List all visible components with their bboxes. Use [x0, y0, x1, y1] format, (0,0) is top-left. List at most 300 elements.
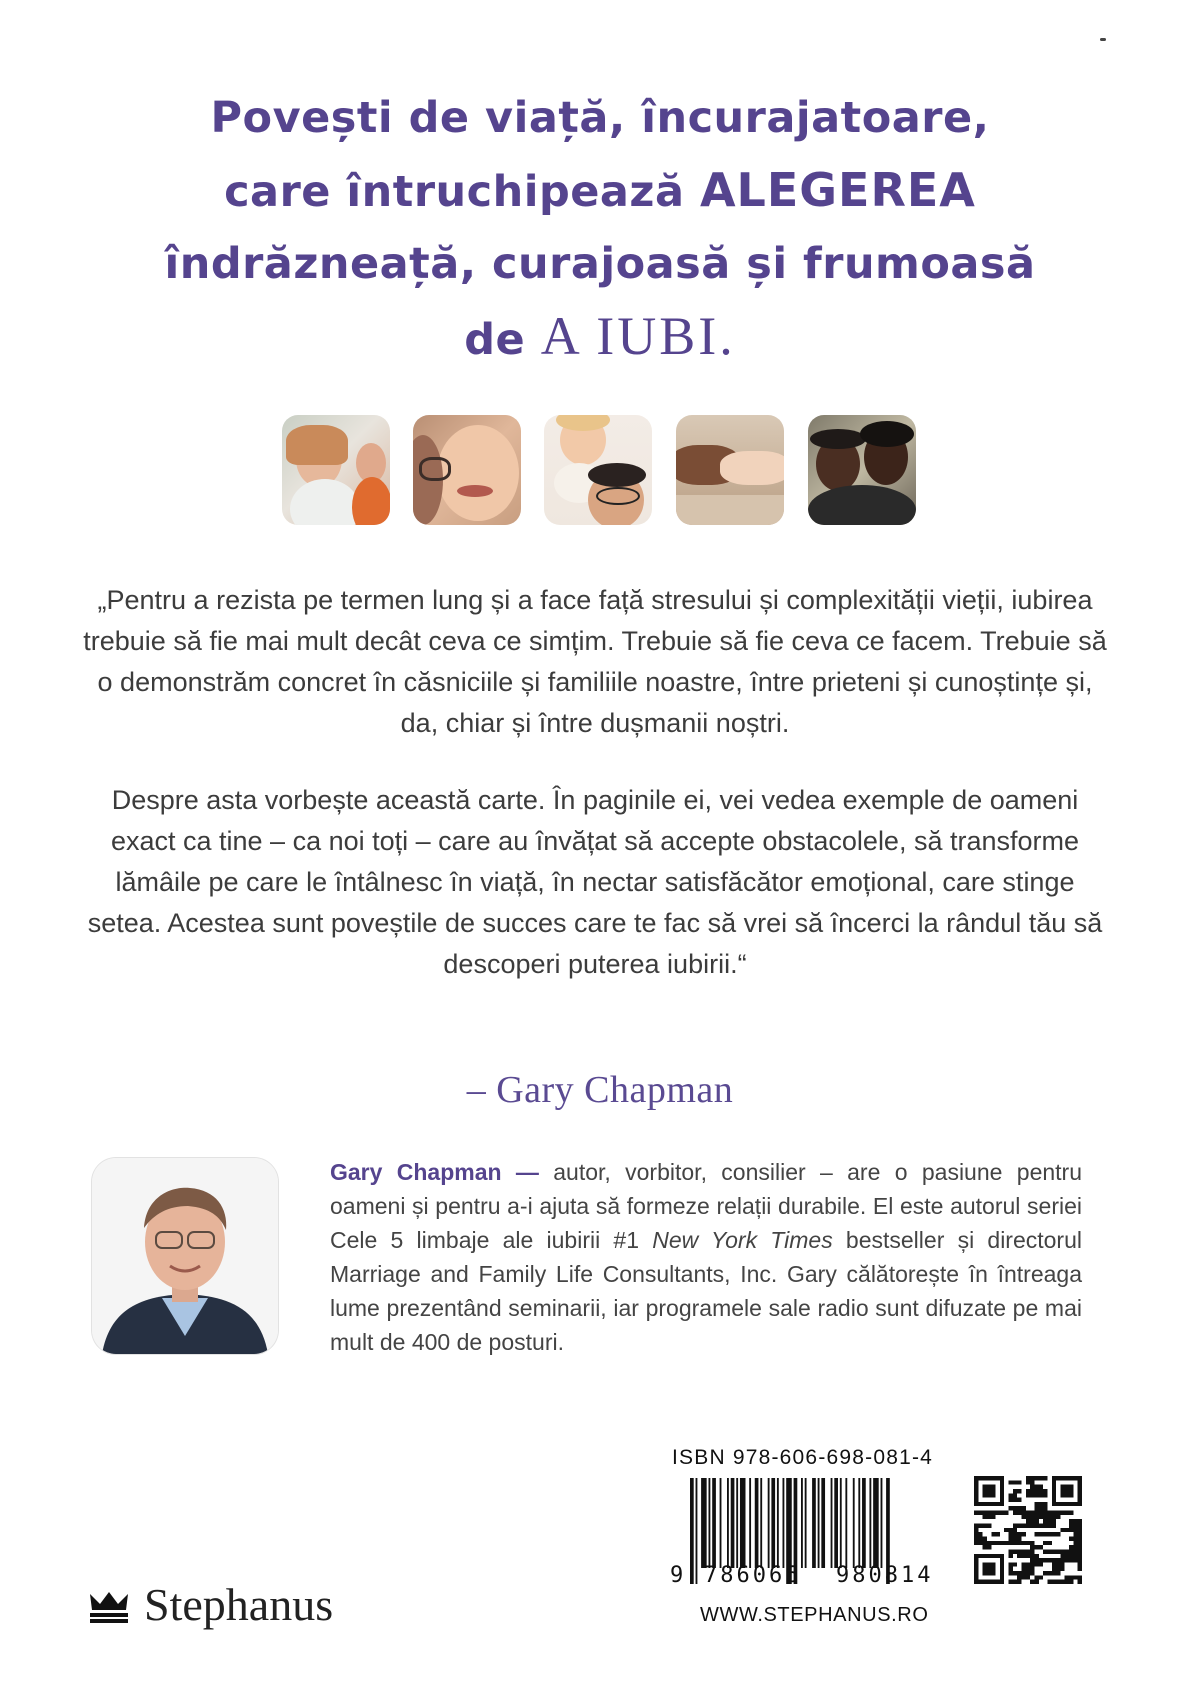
qr-module: [1030, 1554, 1034, 1558]
headline-line-2: care întruchipează ALEGEREA: [224, 163, 976, 217]
qr-module: [1043, 1515, 1047, 1519]
qr-module: [1056, 1549, 1060, 1553]
qr-module: [983, 1541, 987, 1545]
qr-module: [974, 1528, 978, 1532]
qr-module: [1017, 1575, 1021, 1579]
qr-module: [1013, 1493, 1017, 1497]
qr-module: [1043, 1524, 1047, 1528]
isbn-label: ISBN 978-606-698-081-4: [672, 1446, 934, 1469]
qr-module: [1069, 1549, 1073, 1553]
qr-module: [1009, 1532, 1013, 1536]
qr-module: [1030, 1580, 1034, 1584]
qr-module: [1060, 1554, 1064, 1558]
barcode-digits-left: 786066: [704, 1563, 802, 1588]
qr-module: [974, 1541, 978, 1545]
qr-module: [974, 1536, 978, 1540]
qr-module: [1073, 1545, 1077, 1549]
qr-module: [983, 1485, 996, 1498]
qr-module: [1009, 1571, 1013, 1575]
qr-module: [1078, 1528, 1082, 1532]
qr-module: [1030, 1515, 1034, 1519]
qr-module: [1030, 1562, 1034, 1566]
qr-module: [1030, 1567, 1034, 1571]
qr-module: [1034, 1506, 1038, 1510]
qr-module: [1017, 1524, 1021, 1528]
qr-module: [1034, 1545, 1038, 1549]
qr-module: [996, 1511, 1000, 1515]
barcode-bar: [727, 1478, 729, 1568]
qr-module: [1017, 1489, 1021, 1493]
qr-module: [1039, 1502, 1043, 1506]
barcode-digit-first: 9: [670, 1563, 687, 1588]
qr-module: [1069, 1519, 1073, 1523]
qr-module: [1034, 1580, 1038, 1584]
qr-module: [1034, 1511, 1038, 1515]
qr-module: [974, 1532, 978, 1536]
publisher-website: WWW.STEPHANUS.RO: [700, 1604, 929, 1626]
photo-friends-laughing: [282, 415, 390, 525]
qr-module: [1026, 1571, 1030, 1575]
qr-module: [1030, 1476, 1034, 1480]
barcode-bar: [749, 1478, 751, 1568]
qr-module: [1078, 1580, 1082, 1584]
qr-module: [1069, 1511, 1073, 1515]
qr-module: [1065, 1558, 1069, 1562]
photo-friends-embracing: [808, 415, 916, 525]
barcode-bar: [881, 1478, 883, 1568]
qr-module: [978, 1524, 982, 1528]
barcode-bar: [840, 1478, 842, 1568]
qr-module: [1013, 1541, 1017, 1545]
headline-emphasis: ALEGEREA: [699, 163, 976, 217]
qr-module: [1026, 1541, 1030, 1545]
author-portrait-illustration: [92, 1158, 278, 1354]
qr-module: [1073, 1519, 1077, 1523]
qr-module: [996, 1541, 1000, 1545]
headline-serif-phrase: A IUBI.: [540, 306, 736, 366]
qr-module: [1030, 1519, 1034, 1523]
qr-module: [1065, 1549, 1069, 1553]
qr-module: [1039, 1511, 1043, 1515]
qr-module: [1022, 1567, 1026, 1571]
qr-module: [1039, 1493, 1043, 1497]
qr-module: [1039, 1558, 1043, 1562]
qr-module: [1017, 1541, 1021, 1545]
qr-module: [1043, 1493, 1047, 1497]
qr-module: [1065, 1575, 1069, 1579]
barcode-bar: [858, 1478, 860, 1568]
qr-module: [1030, 1571, 1034, 1575]
qr-module: [1056, 1580, 1060, 1584]
qr-module: [1017, 1571, 1021, 1575]
qr-module: [983, 1515, 987, 1519]
qr-module: [1026, 1554, 1030, 1558]
qr-module: [1039, 1524, 1043, 1528]
qr-module: [1047, 1541, 1051, 1545]
qr-module: [1043, 1532, 1047, 1536]
qr-module: [1009, 1541, 1013, 1545]
qr-module: [1039, 1545, 1043, 1549]
qr-module: [1009, 1554, 1013, 1558]
qr-module: [1043, 1511, 1047, 1515]
qr-module: [1034, 1575, 1038, 1579]
qr-module: [1017, 1580, 1021, 1584]
qr-module: [1060, 1567, 1064, 1571]
qr-module: [1013, 1524, 1017, 1528]
qr-module: [1004, 1541, 1008, 1545]
qr-module: [1060, 1485, 1073, 1498]
author-name: Gary Chapman —: [330, 1159, 539, 1185]
qr-module: [1060, 1562, 1064, 1566]
qr-module: [1022, 1511, 1026, 1515]
qr-module: [1060, 1549, 1064, 1553]
qr-module: [1030, 1489, 1034, 1493]
qr-module: [1013, 1528, 1017, 1532]
barcode-bar: [690, 1478, 694, 1584]
qr-module: [1069, 1545, 1073, 1549]
qr-module: [1039, 1575, 1043, 1579]
qr-module: [1022, 1575, 1026, 1579]
qr-module: [1034, 1558, 1038, 1562]
qr-module: [1030, 1541, 1034, 1545]
qr-module: [1034, 1554, 1038, 1558]
qr-module: [1030, 1545, 1034, 1549]
qr-module: [1065, 1554, 1069, 1558]
qr-module: [1078, 1549, 1082, 1553]
qr-module: [1013, 1511, 1017, 1515]
qr-module: [1052, 1562, 1056, 1566]
qr-module: [1034, 1562, 1038, 1566]
qr-module: [1009, 1506, 1013, 1510]
qr-module: [1013, 1506, 1017, 1510]
barcode-bar: [801, 1478, 803, 1568]
qr-module: [1052, 1580, 1056, 1584]
publisher-name: Stephanus: [144, 1579, 334, 1630]
qr-module: [1022, 1524, 1026, 1528]
qr-module: [983, 1511, 987, 1515]
qr-module: [1065, 1580, 1069, 1584]
qr-module: [1013, 1549, 1017, 1553]
qr-module: [987, 1541, 991, 1545]
qr-module: [1056, 1562, 1060, 1566]
qr-module: [1073, 1554, 1077, 1558]
qr-module: [1078, 1558, 1082, 1562]
qr-module: [1052, 1567, 1056, 1571]
qr-module: [1043, 1558, 1047, 1562]
qr-module: [1052, 1549, 1056, 1553]
photo-child-and-father: [544, 415, 652, 525]
qr-module: [1034, 1532, 1038, 1536]
qr-module: [1004, 1528, 1008, 1532]
qr-module: [1060, 1528, 1064, 1532]
qr-module: [1026, 1549, 1030, 1553]
headline: [100, 82, 1100, 376]
qr-module: [1013, 1562, 1017, 1566]
qr-module: [1073, 1524, 1077, 1528]
qr-module: [1065, 1528, 1069, 1532]
qr-module: [1047, 1515, 1051, 1519]
barcode-bar: [812, 1478, 816, 1568]
qr-module: [1034, 1485, 1038, 1489]
barcode-bar: [834, 1478, 838, 1568]
qr-module: [1034, 1489, 1038, 1493]
qr-module: [1000, 1511, 1004, 1515]
qr-module: [1017, 1532, 1021, 1536]
barcode-bar: [831, 1478, 833, 1568]
qr-module: [1030, 1558, 1034, 1562]
qr-module: [1052, 1511, 1056, 1515]
qr-module: [983, 1524, 987, 1528]
qr-module: [1022, 1541, 1026, 1545]
qr-module: [1069, 1554, 1073, 1558]
qr-module: [1030, 1485, 1034, 1489]
qr-module: [1078, 1562, 1082, 1566]
qr-module: [1039, 1485, 1043, 1489]
qr-module: [996, 1532, 1000, 1536]
qr-module: [1073, 1536, 1077, 1540]
qr-module: [991, 1532, 995, 1536]
barcode-bar: [755, 1478, 759, 1568]
qr-module: [983, 1562, 996, 1575]
qr-module: [1009, 1528, 1013, 1532]
qr-module: [978, 1511, 982, 1515]
qr-module: [1022, 1515, 1026, 1519]
barcode-bar: [709, 1478, 711, 1568]
qr-module: [1056, 1515, 1060, 1519]
qr-module: [1043, 1506, 1047, 1510]
barcode-bar: [696, 1478, 698, 1584]
photo-smiling-faces: [413, 415, 521, 525]
qr-module: [1069, 1558, 1073, 1562]
barcode-bar: [768, 1478, 770, 1568]
barcode-bar: [760, 1478, 762, 1568]
qr-module: [1030, 1549, 1034, 1553]
qr-module: [987, 1545, 991, 1549]
qr-module: [1022, 1554, 1026, 1558]
qr-module: [1043, 1489, 1047, 1493]
qr-module: [1017, 1506, 1021, 1510]
qr-module: [1078, 1536, 1082, 1540]
qr-module: [1022, 1571, 1026, 1575]
qr-module: [1078, 1541, 1082, 1545]
qr-module: [1047, 1532, 1051, 1536]
barcode-bar: [777, 1478, 779, 1568]
qr-module: [1069, 1524, 1073, 1528]
headline-line-4: de A IUBI.: [464, 306, 736, 366]
qr-module: [987, 1524, 991, 1528]
qr-module: [1043, 1571, 1047, 1575]
barcode-bar: [873, 1478, 879, 1568]
barcode-bar: [818, 1478, 820, 1568]
qr-module: [1017, 1511, 1021, 1515]
barcode-bar: [805, 1478, 807, 1568]
qr-module: [1069, 1575, 1073, 1579]
barcode-bar: [869, 1478, 871, 1568]
qr-module: [1013, 1480, 1017, 1484]
qr-module: [1017, 1554, 1021, 1558]
qr-module: [1017, 1480, 1021, 1484]
photo-holding-hands: [676, 415, 784, 525]
barcode-bar: [862, 1478, 866, 1568]
qr-module: [1043, 1541, 1047, 1545]
qr-module: [991, 1511, 995, 1515]
qr-module: [1043, 1519, 1047, 1523]
author-bio: Gary Chapman — autor, vorbitor, consilier – are o pasiune pentru oameni și pentru a-i ajuta să formeze relații durabile. El este autorul seriei Cele 5 limbaje ale iubirii #1 New York Times bestseller și directorul Marriage and Family Life Consultants, Inc. Gary călătorește în întreaga lume prezentând seminarii, iar programele sale radio sunt difuzate pe mai mult de 400 de posturi.: [330, 1159, 1082, 1355]
qr-module: [1047, 1549, 1051, 1553]
qr-module: [1034, 1524, 1038, 1528]
qr-module: [1004, 1511, 1008, 1515]
qr-module: [1043, 1549, 1047, 1553]
qr-module: [1013, 1580, 1017, 1584]
qr-module: [1026, 1493, 1030, 1497]
qr-module: [1009, 1549, 1013, 1553]
qr-module: [987, 1515, 991, 1519]
qr-module: [974, 1524, 978, 1528]
qr-module: [1026, 1476, 1030, 1480]
barcode-bar: [845, 1478, 847, 1568]
qr-module: [1047, 1571, 1051, 1575]
qr-module: [1034, 1515, 1038, 1519]
qr-module: [1078, 1554, 1082, 1558]
headline-line-3: îndrăzneață, curajoasă și frumoasă: [164, 239, 1036, 289]
qr-module: [1052, 1558, 1056, 1562]
qr-module: [1034, 1493, 1038, 1497]
qr-module: [1056, 1532, 1060, 1536]
barcode-digits-right: 980814: [836, 1563, 934, 1588]
qr-module: [1017, 1536, 1021, 1540]
qr-module: [1039, 1562, 1043, 1566]
qr-module: [1009, 1580, 1013, 1584]
qr-module: [1034, 1519, 1038, 1523]
bestseller-list-name: New York Times: [652, 1227, 833, 1253]
qr-module: [987, 1511, 991, 1515]
qr-module: [1009, 1567, 1013, 1571]
qr-module: [1026, 1562, 1030, 1566]
qr-module: [1073, 1549, 1077, 1553]
headline-line-1: Povești de viață, încurajatoare,: [210, 93, 990, 143]
qr-module: [1047, 1558, 1051, 1562]
barcode-bar: [701, 1478, 707, 1568]
qr-module: [991, 1541, 995, 1545]
qr-module: [1039, 1489, 1043, 1493]
qr-module: [1078, 1532, 1082, 1536]
qr-module: [1026, 1524, 1030, 1528]
qr-module: [1026, 1515, 1030, 1519]
quote-paragraph-1: „Pentru a rezista pe termen lung și a face față stresului și complexității vieții, iubirea trebuie să fie mai mult decât ceva ce simțim. Trebuie să fie ceva ce facem. Trebuie să o demonstrăm concret în căsniciile și familiile noastre, între prieteni și cunoștințe și, da, chiar și între dușmanii noștri.: [83, 585, 1107, 738]
qr-module: [1022, 1506, 1026, 1510]
qr-module: [1056, 1511, 1060, 1515]
qr-module: [1078, 1545, 1082, 1549]
qr-module: [1017, 1549, 1021, 1553]
qr-module: [1009, 1480, 1013, 1484]
qr-module: [1013, 1498, 1017, 1502]
qr-module: [1065, 1511, 1069, 1515]
qr-module: [1017, 1498, 1021, 1502]
qr-module: [1030, 1480, 1034, 1484]
barcode-bar: [731, 1478, 735, 1568]
qr-module: [1052, 1571, 1056, 1575]
qr-module: [1047, 1524, 1051, 1528]
qr-module: [1056, 1558, 1060, 1562]
qr-module: [1078, 1524, 1082, 1528]
qr-module: [1073, 1532, 1077, 1536]
qr-module: [974, 1511, 978, 1515]
qr-module: [1030, 1493, 1034, 1497]
qr-module: [1073, 1558, 1077, 1562]
qr-module: [1043, 1502, 1047, 1506]
qr-module: [1013, 1489, 1017, 1493]
qr-module: [1073, 1528, 1077, 1532]
qr-module: [1030, 1511, 1034, 1515]
qr-module: [1047, 1580, 1051, 1584]
qr-module: [1013, 1536, 1017, 1540]
qr-module: [1026, 1567, 1030, 1571]
qr-module: [1060, 1558, 1064, 1562]
qr-module: [1047, 1519, 1051, 1523]
qr-module: [1078, 1575, 1082, 1579]
barcode-bar: [712, 1478, 716, 1568]
qr-module: [1078, 1567, 1082, 1571]
qr-module: [1026, 1480, 1030, 1484]
barcode-bar: [783, 1478, 785, 1568]
qr-module: [991, 1515, 995, 1519]
quote-signature: – Gary Chapman: [466, 1069, 734, 1111]
barcode-bar: [821, 1478, 825, 1568]
qr-module: [1052, 1519, 1056, 1523]
qr-module: [1039, 1532, 1043, 1536]
qr-module: [1022, 1562, 1026, 1566]
qr-module: [1069, 1528, 1073, 1532]
crown-logo-icon: [88, 1590, 130, 1624]
qr-module: [1039, 1506, 1043, 1510]
qr-module: [1022, 1532, 1026, 1536]
qr-module: [1043, 1476, 1047, 1480]
qr-module: [1069, 1536, 1073, 1540]
qr-module: [983, 1536, 987, 1540]
qr-module: [1060, 1580, 1064, 1584]
qr-module: [978, 1536, 982, 1540]
speck-mark: [1100, 38, 1106, 41]
photo-strip: [282, 415, 916, 525]
qr-module: [1052, 1515, 1056, 1519]
book-quote: [80, 580, 1110, 985]
qr-module: [1000, 1541, 1004, 1545]
qr-module: [1073, 1575, 1077, 1579]
qr-module: [1078, 1519, 1082, 1523]
qr-module: [1013, 1571, 1017, 1575]
barcode-bar: [740, 1478, 746, 1568]
qr-module: [1009, 1498, 1013, 1502]
qr-module: [1013, 1532, 1017, 1536]
qr-module: [1039, 1515, 1043, 1519]
qr-code: [974, 1476, 1082, 1584]
qr-module: [1056, 1571, 1060, 1575]
qr-module: [1034, 1476, 1038, 1480]
qr-module: [983, 1545, 987, 1549]
qr-module: [1069, 1580, 1073, 1584]
quote-paragraph-2: Despre asta vorbește această carte. În paginile ei, vei vedea exemple de oameni exact ca tine – ca noi toți – care au învățat să accepte obstacolele, să transforme lămâile pe care le întâlnesc în viață, în nectar satisfăcător emoțional, care stinge setea. Acestea sunt poveștile de succes care te fac să vrei să încerci la rândul tău să descoperi puterea iubirii.“: [87, 785, 1103, 979]
qr-module: [1073, 1541, 1077, 1545]
qr-module: [1026, 1489, 1030, 1493]
qr-module: [1022, 1549, 1026, 1553]
qr-module: [1052, 1524, 1056, 1528]
qr-module: [1026, 1511, 1030, 1515]
author-photo: [92, 1158, 278, 1354]
qr-module: [1030, 1524, 1034, 1528]
qr-module: [1009, 1562, 1013, 1566]
qr-module: [1056, 1567, 1060, 1571]
barcode-bar: [736, 1478, 738, 1568]
